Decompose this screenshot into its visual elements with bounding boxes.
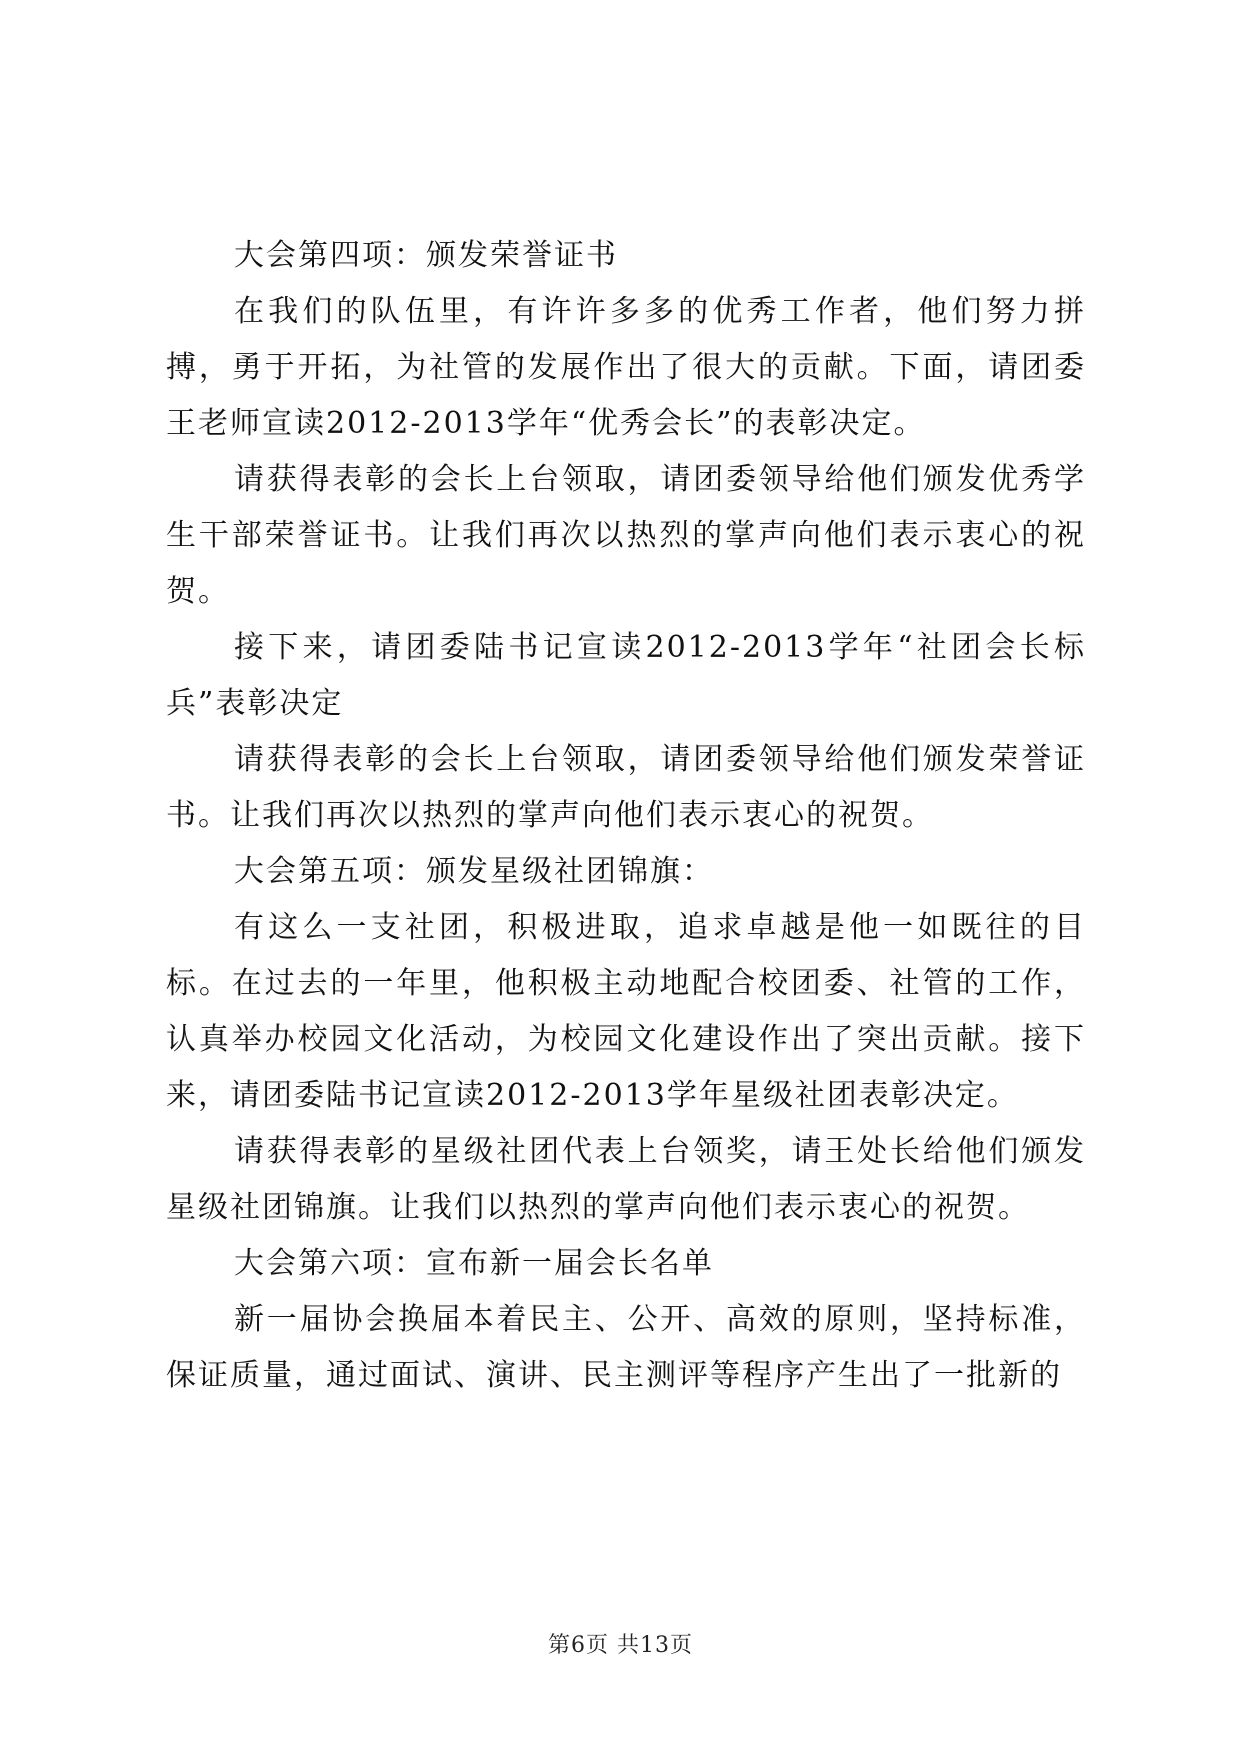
paragraph: 请获得表彰的星级社团代表上台领奖，请王处长给他们颁发星级社团锦旗。让我们以热烈的掌声向他们表示衷心的祝贺。 [166, 1134, 1086, 1225]
paragraph: 接下来，请团委陆书记宣读2012-2013学年“社团会长标兵”表彰决定 [166, 630, 1086, 721]
paragraph: 有这么一支社团，积极进取，追求卓越是他一如既往的目标。在过去的一年里，他积极主动地配合校团委、社管的工作，认真举办校园文化活动，为校园文化建设作出了突出贡献。接下来，请团委陆书记宣读2012-2013学年星级社团表彰决定。 [166, 910, 1086, 1113]
page-number-footer: 第6页 共13页 [548, 1633, 693, 1658]
heading-item-six: 大会第六项：宣布新一届会长名单 [234, 1246, 714, 1281]
paragraph: 在我们的队伍里，有许许多多的优秀工作者，他们努力拼搏，勇于开拓，为社管的发展作出了很大的贡献。下面，请团委王老师宣读2012-2013学年“优秀会长”的表彰决定。 [166, 294, 1086, 441]
paragraph: 请获得表彰的会长上台领取，请团委领导给他们颁发荣誉证书。让我们再次以热烈的掌声向他们表示衷心的祝贺。 [166, 742, 1086, 833]
heading-item-four: 大会第四项：颁发荣誉证书 [234, 238, 618, 273]
heading-item-five: 大会第五项：颁发星级社团锦旗： [234, 854, 714, 889]
paragraph: 请获得表彰的会长上台领取，请团委领导给他们颁发优秀学生干部荣誉证书。让我们再次以热烈的掌声向他们表示衷心的祝贺。 [166, 462, 1086, 609]
paragraph: 新一届协会换届本着民主、公开、高效的原则，坚持标准，保证质量，通过面试、演讲、民主测评等程序产生出了一批新的 [166, 1302, 1086, 1393]
document-body [166, 228, 1086, 1404]
